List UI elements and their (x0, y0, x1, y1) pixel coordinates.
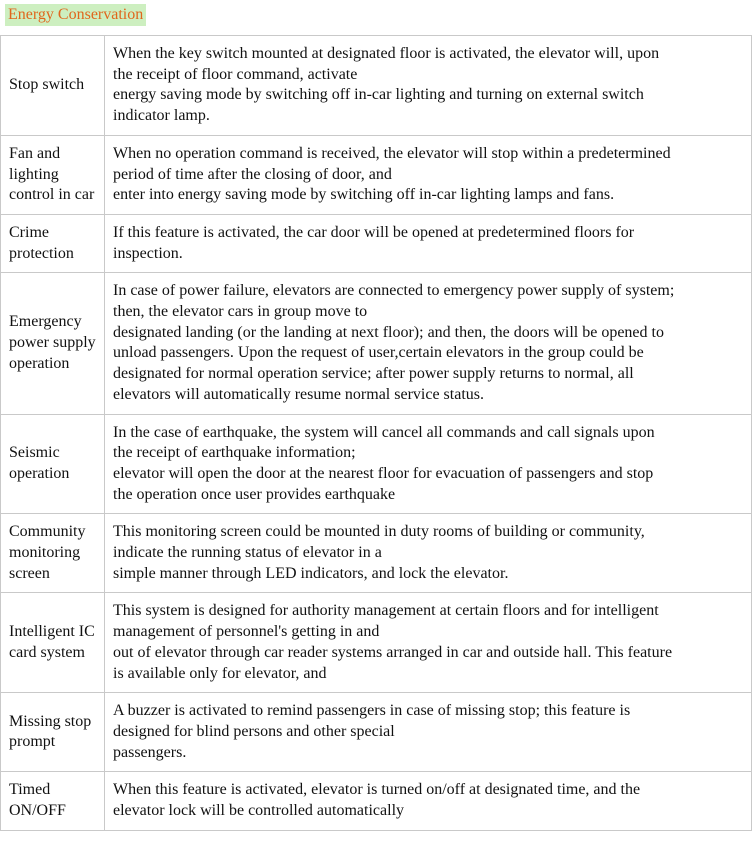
description-line: indicate the running status of elevator in a (113, 544, 382, 562)
table-row (1, 36, 752, 136)
feature-description (105, 593, 752, 693)
description-line: then, the elevator cars in group move to (113, 303, 368, 321)
feature-label: Seismic operation (1, 414, 105, 514)
description-line: inspection. (113, 244, 183, 262)
feature-label: Fan and lighting control in car (1, 135, 105, 214)
description-line: period of time after the closing of door, and (113, 165, 392, 183)
description-line: When this feature is activated, elevator is turned on/off at designated time, and the (113, 781, 641, 799)
feature-table (0, 35, 752, 831)
description-line: elevator will open the door at the nearest floor for evacuation of passengers and stop (113, 464, 654, 482)
feature-description (105, 273, 752, 414)
feature-label: Emergency power supply operation (1, 273, 105, 414)
table-row (1, 514, 752, 593)
description-line: designed for blind persons and other special (113, 722, 395, 740)
description-line: elevators will automatically resume normal service status. (113, 385, 484, 403)
description-line: If this feature is activated, the car door will be opened at predetermined floors for (113, 223, 635, 241)
table-row (1, 414, 752, 514)
feature-description (105, 135, 752, 214)
description-line: designated for normal operation service; after power supply returns to normal, all (113, 365, 634, 383)
feature-description (105, 214, 752, 272)
section-title: Energy Conservation (5, 4, 146, 26)
description-line: enter into energy saving mode by switching off in-car lighting lamps and fans. (113, 186, 615, 204)
description-line: is available only for elevator, and (113, 664, 327, 682)
feature-description (105, 414, 752, 514)
description-line: When no operation command is received, the elevator will stop within a predetermined (113, 144, 671, 162)
table-row (1, 273, 752, 414)
description-line: simple manner through LED indicators, and lock the elevator. (113, 564, 509, 582)
feature-label: Intelligent IC card system (1, 593, 105, 693)
description-line: the receipt of floor command, activate (113, 65, 358, 83)
description-line: When the key switch mounted at designated floor is activated, the elevator will, upon (113, 45, 660, 62)
feature-description (105, 772, 752, 830)
feature-label: Missing stop prompt (1, 693, 105, 772)
description-line: designated landing (or the landing at next floor); and then, the doors will be opened to (113, 323, 664, 341)
description-line: This system is designed for authority management at certain floors and for intelligent (113, 602, 659, 620)
feature-label: Community monitoring screen (1, 514, 105, 593)
feature-label: Timed ON/OFF (1, 772, 105, 830)
feature-description (105, 693, 752, 772)
feature-description (105, 514, 752, 593)
table-row (1, 135, 752, 214)
description-line: management of personnel's getting in and (113, 623, 380, 641)
description-line: unload passengers. Upon the request of user,certain elevators in the group could be (113, 344, 644, 362)
description-line: In the case of earthquake, the system will cancel all commands and call signals upon (113, 423, 655, 441)
table-row (1, 214, 752, 272)
description-line: the receipt of earthquake information; (113, 444, 356, 462)
table-row (1, 593, 752, 693)
feature-label: Stop switch (1, 36, 105, 136)
table-row (1, 772, 752, 830)
feature-label: Crime protection (1, 214, 105, 272)
description-line: A buzzer is activated to remind passengers in case of missing stop; this feature is (113, 702, 631, 720)
description-line: In case of power failure, elevators are connected to emergency power supply of system; (113, 282, 675, 300)
table-row (1, 693, 752, 772)
description-line: This monitoring screen could be mounted in duty rooms of building or community, (113, 523, 645, 541)
description-line: indicator lamp. (113, 107, 210, 125)
description-line: energy saving mode by switching off in-car lighting and turning on external switch (113, 86, 644, 104)
description-line: out of elevator through car reader systems arranged in car and outside hall. This feature (113, 643, 673, 661)
description-line: the operation once user provides earthquake (113, 485, 396, 503)
description-line: elevator lock will be controlled automatically (113, 802, 405, 820)
description-line: passengers. (113, 743, 187, 761)
feature-description (105, 36, 752, 136)
